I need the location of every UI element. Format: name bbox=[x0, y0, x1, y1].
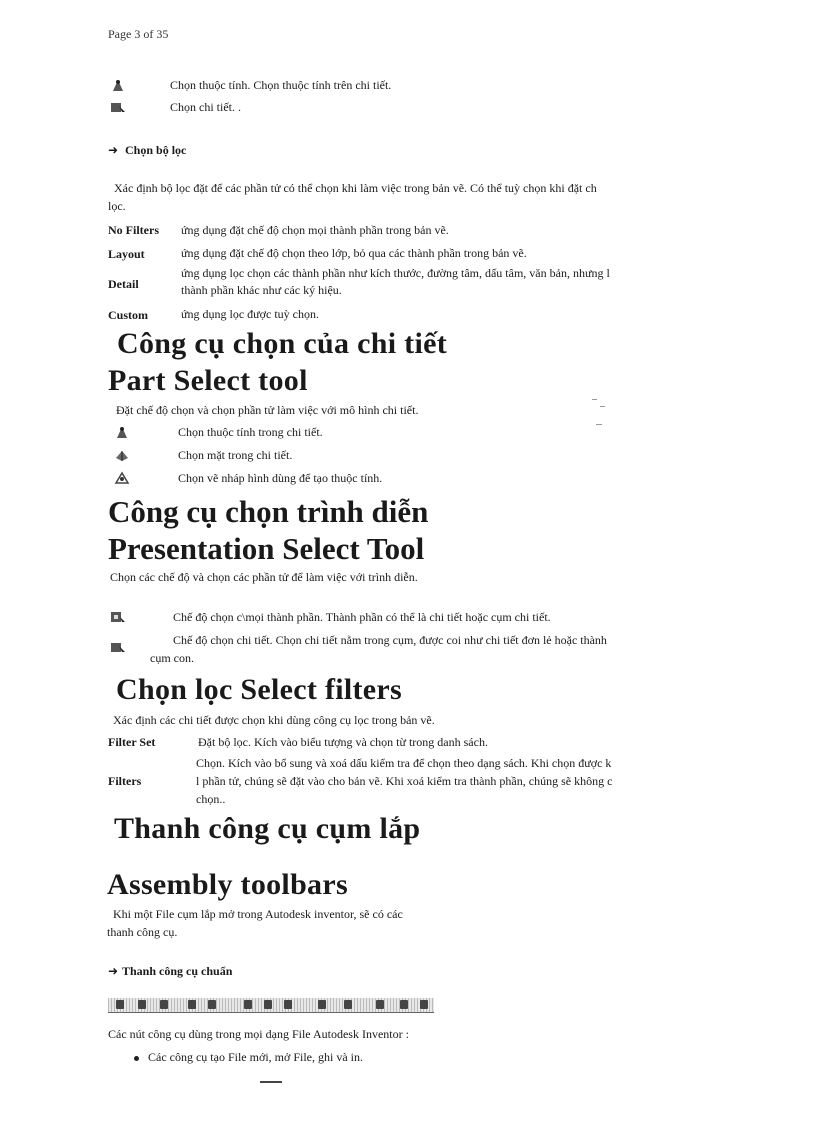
term-layout: Layout bbox=[108, 247, 145, 261]
top-item-text: Chọn thuộc tính. Chọn thuộc tính trên chi tiết. bbox=[170, 78, 392, 92]
assembly-intro-cont: thanh công cụ. bbox=[107, 925, 178, 939]
desc-filters: Chọn. Kích vào bổ sung và xoá dấu kiểm tra để chọn theo dạng sách. Khi chọn được k bbox=[196, 756, 612, 770]
presentation-intro: Chọn các chế độ và chọn các phần tử để làm việc với trình diễn. bbox=[110, 570, 418, 584]
heading-presentation-en: Presentation Select Tool bbox=[108, 531, 425, 566]
term-custom: Custom bbox=[108, 308, 149, 322]
desc-detail-cont: thành phần khác như các ký hiệu. bbox=[181, 283, 342, 297]
select-sketch-icon bbox=[114, 471, 130, 485]
presentation-item-cont: cụm con. bbox=[150, 651, 194, 665]
part-select-item: Chọn vẽ nháp hình dùng để tạo thuộc tính. bbox=[178, 471, 383, 485]
presentation-item: Chế độ chọn c\mọi thành phần. Thành phần có thể là chi tiết hoặc cụm chi tiết. bbox=[173, 610, 551, 624]
heading-part-select-vi: Công cụ chọn của chi tiết bbox=[117, 327, 447, 360]
heading-select-filters: Chọn lọc Select filters bbox=[116, 673, 402, 706]
heading-assembly-en: Assembly toolbars bbox=[107, 868, 348, 901]
desc-detail: ứng dụng lọc chọn các thành phần như kích thước, đường tâm, dấu tâm, văn bản, nhưng l bbox=[181, 266, 610, 280]
heading-part-select-en: Part Select tool bbox=[108, 364, 308, 397]
select-feature-icon bbox=[114, 425, 130, 439]
scan-speck bbox=[260, 1081, 282, 1083]
assembly-intro: Khi một File cụm lắp mở trong Autodesk inventor, sẽ có các bbox=[113, 907, 403, 921]
desc-filters-cont: l phần tử, chúng sẽ đặt vào cho bản vẽ. Khi xoá kiểm tra thành phần, chúng sẽ không c bbox=[196, 774, 613, 788]
scan-speck bbox=[596, 424, 602, 425]
presentation-item: Chế độ chọn chi tiết. Chọn chi tiết nằm trong cụm, được coi như chi tiết đơn lẻ hoặc thành bbox=[173, 633, 607, 647]
filter-intro: Xác định bộ lọc đặt để các phần tử có thể chọn khi làm việc trong bản vẽ. Có thể tuỳ chọn khi đặt ch bbox=[114, 181, 597, 195]
select-part-icon bbox=[110, 100, 126, 114]
term-detail: Detail bbox=[108, 277, 139, 291]
select-feature-icon bbox=[110, 78, 126, 92]
filter-intro-cont: lọc. bbox=[108, 199, 126, 213]
desc-filter-set: Đặt bộ lọc. Kích vào biểu tượng và chọn từ trong danh sách. bbox=[198, 735, 488, 749]
desc-no-filters: ứng dụng đặt chế độ chọn mọi thành phần trong bản vẽ. bbox=[181, 223, 449, 237]
desc-layout: ứng dụng đặt chế độ chọn theo lớp, bỏ qua các thành phần trong bản vẽ. bbox=[181, 246, 527, 260]
bullet-item: Các công cụ tạo File mới, mở File, ghi và in. bbox=[148, 1050, 363, 1064]
arrow-icon: ➜ bbox=[108, 143, 119, 157]
part-select-intro: Đặt chế độ chọn và chọn phần tử làm việc với mô hình chi tiết. bbox=[116, 403, 419, 417]
term-filter-set: Filter Set bbox=[108, 735, 156, 749]
top-item-text: Chọn chi tiết. . bbox=[170, 100, 241, 114]
section-heading-standard-toolbar: Thanh công cụ chuẩn bbox=[122, 964, 233, 978]
scan-speck bbox=[592, 399, 597, 400]
select-component-icon bbox=[110, 610, 126, 624]
select-filters-intro: Xác định các chi tiết được chọn khi dùng công cụ lọc trong bản vẽ. bbox=[113, 713, 435, 727]
desc-custom: ứng dụng lọc được tuỳ chọn. bbox=[181, 307, 319, 321]
standard-toolbar-desc: Các nút công cụ dùng trong mọi dạng File Autodesk Inventor : bbox=[108, 1027, 409, 1041]
term-no-filters: No Filters bbox=[108, 223, 159, 237]
scan-speck bbox=[600, 406, 605, 407]
arrow-icon: ➜ bbox=[108, 964, 119, 978]
part-select-item: Chọn mặt trong chi tiết. bbox=[178, 448, 293, 462]
heading-assembly-vi: Thanh công cụ cụm lắp bbox=[114, 812, 421, 845]
page-number: Page 3 of 35 bbox=[108, 27, 169, 41]
standard-toolbar-image bbox=[108, 998, 434, 1013]
heading-presentation-vi: Công cụ chọn trình diễn bbox=[108, 494, 429, 529]
desc-filters-cont2: chọn.. bbox=[196, 792, 226, 806]
select-part-icon bbox=[110, 640, 126, 654]
bullet-icon bbox=[134, 1056, 139, 1061]
term-filters: Filters bbox=[108, 774, 142, 788]
select-face-icon bbox=[114, 448, 130, 462]
section-heading-filter: Chọn bộ lọc bbox=[125, 143, 187, 157]
part-select-item: Chọn thuộc tính trong chi tiết. bbox=[178, 425, 323, 439]
